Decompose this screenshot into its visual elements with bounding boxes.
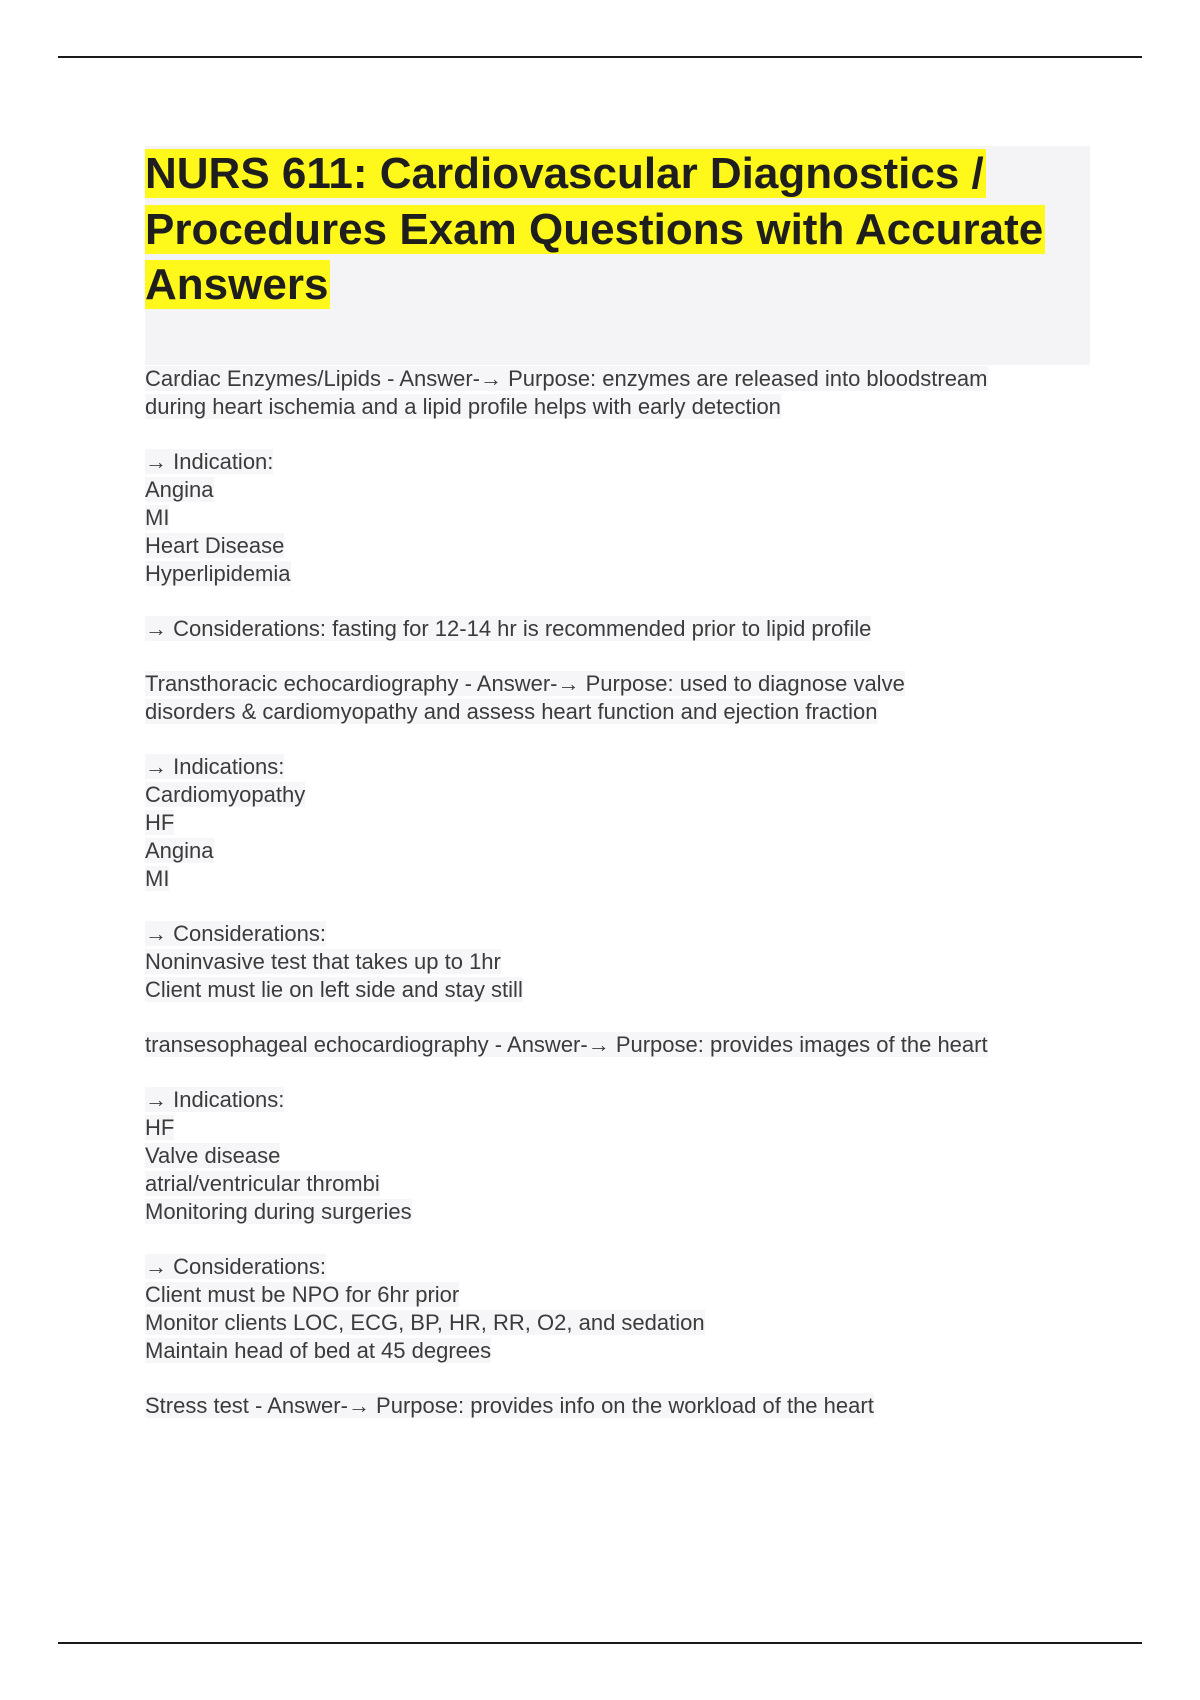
text-line xyxy=(145,448,1090,476)
text-line xyxy=(145,1031,1090,1059)
text-line-content: transesophageal echocardiography - Answer-→ Purpose: provides images of the heart xyxy=(145,1031,988,1057)
top-rule xyxy=(58,56,1142,58)
text-line xyxy=(145,670,1090,698)
text-line-content: during heart ischemia and a lipid profile helps with early detection xyxy=(145,393,781,419)
text-line xyxy=(145,920,1090,948)
text-line xyxy=(145,865,1090,893)
text-line xyxy=(145,781,1090,809)
text-line-content: Hyperlipidemia xyxy=(145,560,291,586)
paragraph xyxy=(145,670,1090,726)
text-line-content: → Indications: xyxy=(145,753,285,779)
paragraph xyxy=(145,753,1090,893)
text-line xyxy=(145,615,1090,643)
text-line xyxy=(145,809,1090,837)
text-line xyxy=(145,1281,1090,1309)
text-line-content: → Indications: xyxy=(145,1086,285,1112)
text-line-content: Client must be NPO for 6hr prior xyxy=(145,1281,460,1307)
text-line-content: Noninvasive test that takes up to 1hr xyxy=(145,948,501,974)
text-line-content: disorders & cardiomyopathy and assess heart function and ejection fraction xyxy=(145,698,878,724)
text-line-content: Stress test - Answer-→ Purpose: provides info on the workload of the heart xyxy=(145,1392,874,1418)
text-line xyxy=(145,1114,1090,1142)
text-line xyxy=(145,948,1090,976)
text-line-content: → Considerations: fasting for 12-14 hr is recommended prior to lipid profile xyxy=(145,615,872,641)
text-line-content: MI xyxy=(145,504,170,530)
text-line-content: Transthoracic echocardiography - Answer-→ Purpose: used to diagnose valve xyxy=(145,670,905,696)
text-line-content: HF xyxy=(145,1114,175,1140)
text-line xyxy=(145,393,1090,421)
text-line xyxy=(145,753,1090,781)
text-line xyxy=(145,504,1090,532)
title-block xyxy=(145,146,1090,365)
text-line xyxy=(145,1086,1090,1114)
text-line xyxy=(145,1170,1090,1198)
text-line-content: → Considerations: xyxy=(145,920,326,946)
text-line-content: HF xyxy=(145,809,175,835)
text-line xyxy=(145,976,1090,1004)
text-line xyxy=(145,1392,1090,1420)
paragraph xyxy=(145,448,1090,588)
document-title xyxy=(145,146,1090,313)
text-line-content: Monitor clients LOC, ECG, BP, HR, RR, O2, and sedation xyxy=(145,1309,705,1335)
paragraph xyxy=(145,1086,1090,1226)
paragraph xyxy=(145,1031,1090,1059)
text-line-content: Monitoring during surgeries xyxy=(145,1198,412,1224)
text-line xyxy=(145,698,1090,726)
text-line-content: Angina xyxy=(145,476,214,502)
text-line xyxy=(145,837,1090,865)
document-body xyxy=(145,365,1090,1420)
text-line xyxy=(145,1309,1090,1337)
text-line-content: Cardiomyopathy xyxy=(145,781,306,807)
text-line xyxy=(145,1198,1090,1226)
text-line-content: Heart Disease xyxy=(145,532,285,558)
text-line-content: → Indication: xyxy=(145,448,274,474)
text-line xyxy=(145,365,1090,393)
paragraph xyxy=(145,1392,1090,1420)
text-line-content: Client must lie on left side and stay still xyxy=(145,976,523,1002)
text-line xyxy=(145,1337,1090,1365)
paragraph xyxy=(145,365,1090,421)
text-line-content: MI xyxy=(145,865,170,891)
text-line-content: Angina xyxy=(145,837,214,863)
text-line xyxy=(145,476,1090,504)
paragraph xyxy=(145,1253,1090,1365)
text-line-content: Cardiac Enzymes/Lipids - Answer-→ Purpose: enzymes are released into bloodstream xyxy=(145,365,988,391)
text-line-content: atrial/ventricular thrombi xyxy=(145,1170,380,1196)
text-line xyxy=(145,1253,1090,1281)
paragraph xyxy=(145,615,1090,643)
text-line xyxy=(145,560,1090,588)
text-line-content: → Considerations: xyxy=(145,1253,326,1279)
text-line-content: Valve disease xyxy=(145,1142,281,1168)
text-line-content: Maintain head of bed at 45 degrees xyxy=(145,1337,492,1363)
bottom-rule xyxy=(58,1642,1142,1644)
paragraph xyxy=(145,920,1090,1004)
document-title-text: NURS 611: Cardiovascular Diagnostics / Procedures Exam Questions with Accurate Answers xyxy=(145,149,1044,309)
text-line xyxy=(145,1142,1090,1170)
document-content xyxy=(145,146,1090,1447)
text-line xyxy=(145,532,1090,560)
